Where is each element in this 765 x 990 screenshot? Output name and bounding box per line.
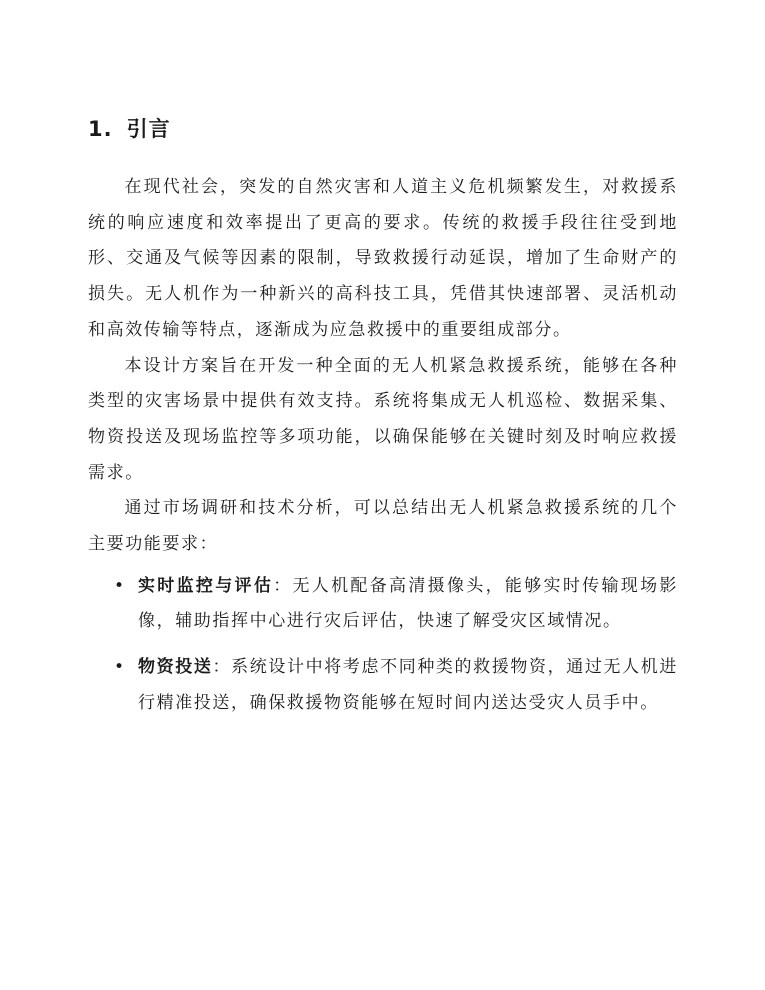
- section-number: 1.: [88, 117, 113, 141]
- section-heading: [88, 113, 171, 143]
- list-item-term: 物资投送: [138, 657, 213, 678]
- paragraph: 通过市场调研和技术分析，可以总结出无人机紧急救援系统的几个主要功能要求：: [88, 498, 678, 555]
- list-item: [88, 650, 678, 721]
- paragraph: 在现代社会，突发的自然灾害和人道主义危机频繁发生，对救援系统的响应速度和效率提出了更高的要求。传统的救援手段往往受到地形、交通及气候等因素的限制，导致救援行动延误，增加了生命财产的损失。无人机作为一种新兴的高科技工具，凭借其快速部署、灵活机动和高效传输等特点，逐渐成为应急救援中的重要组成部分。: [88, 177, 678, 340]
- paragraph: 本设计方案旨在开发一种全面的无人机紧急救援系统，能够在各种类型的灾害场景中提供有效支持。系统将集成无人机巡检、数据采集、物资投送及现场监控等多项功能，以确保能够在关键时刻及时响应救援需求。: [88, 355, 678, 483]
- requirements-list: [88, 569, 678, 722]
- list-item-text: 系统设计中将考虑不同种类的救援物资，通过无人机进行精准投送，确保救援物资能够在短时间内送达受灾人员手中。: [138, 657, 678, 713]
- list-item-separator: ：: [273, 575, 293, 596]
- list-item-text: 无人机配备高清摄像头，能够实时传输现场影像，辅助指挥中心进行灾后评估，快速了解受灾区域情况。: [138, 575, 679, 632]
- section-body: [88, 170, 678, 732]
- list-item: [88, 569, 678, 640]
- section-title: 引言: [126, 117, 171, 141]
- bullet-icon: •: [114, 657, 126, 678]
- list-item-term: 实时监控与评估: [138, 575, 274, 596]
- list-item-separator: ：: [212, 657, 232, 678]
- bullet-icon: •: [114, 575, 126, 596]
